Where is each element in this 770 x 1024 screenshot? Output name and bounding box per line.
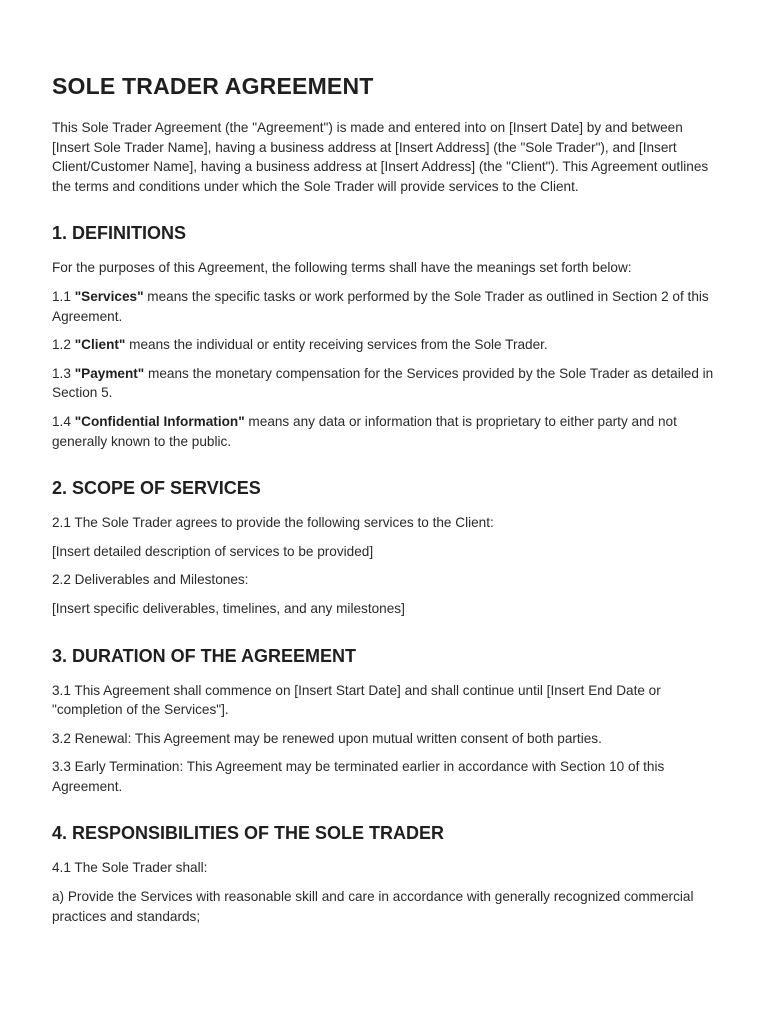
section-heading-duration: 3. DURATION OF THE AGREEMENT (52, 645, 357, 666)
definition-text: means the individual or entity receiving services from the Sole Trader. (125, 337, 548, 353)
definition-term: "Confidential Information" (74, 413, 245, 429)
definition-term: "Payment" (74, 365, 145, 381)
scope-paragraph: [Insert detailed description of services to be provided] (52, 543, 374, 559)
section-heading-responsibilities: 4. RESPONSIBILITIES OF THE SOLE TRADER (52, 823, 445, 844)
intro-paragraph: This Sole Trader Agreement (the "Agreement") is made and entered into on [Insert Date] by and between [Insert Sole Trader Name], having a business address at [Insert Address] (the "Sole Trader"), and [Insert Client/Customer Name], having a business address at [Insert Address] (the "Client"). This Agreement outlines the terms and conditions under which the Sole Trader will provide services to the Client. (52, 120, 709, 194)
scope-paragraph: [Insert specific deliverables, timelines, and any milestones] (52, 600, 405, 616)
definition-number: 1.2 (52, 337, 75, 353)
section-heading-definitions: 1. DEFINITIONS (52, 223, 187, 244)
definition-item (52, 335, 718, 355)
duration-paragraph: 3.2 Renewal: This Agreement may be renewed upon mutual written consent of both parties. (52, 730, 602, 746)
definition-item (52, 287, 718, 326)
definition-term: "Services" (74, 288, 144, 304)
definition-text: means the specific tasks or work performed by the Sole Trader as outlined in Section 2 of this Agreement. (52, 288, 709, 324)
definition-term: "Client" (74, 337, 126, 353)
definition-text: means the monetary compensation for the Services provided by the Sole Trader as detailed in Section 5. (52, 365, 714, 401)
definitions-lead: For the purposes of this Agreement, the following terms shall have the meanings set forth below: (52, 260, 632, 276)
section-heading-scope: 2. SCOPE OF SERVICES (52, 478, 261, 499)
scope-paragraph: 2.2 Deliverables and Milestones: (52, 572, 249, 588)
definition-number: 1.4 (52, 413, 75, 429)
scope-paragraph: 2.1 The Sole Trader agrees to provide the following services to the Client: (52, 515, 494, 531)
document-title: SOLE TRADER AGREEMENT (52, 73, 374, 99)
definition-item (52, 412, 718, 451)
definition-item (52, 364, 718, 403)
responsibilities-paragraph: a) Provide the Services with reasonable skill and care in accordance with generally recognized commercial practices and standards; (52, 889, 694, 924)
definition-number: 1.3 (52, 365, 75, 381)
duration-paragraph: 3.1 This Agreement shall commence on [Insert Start Date] and shall continue until [Insert End Date or "completion of the Services"]. (52, 682, 661, 718)
responsibilities-paragraph: 4.1 The Sole Trader shall: (52, 860, 208, 876)
definition-text: means any data or information that is proprietary to either party and not generally known to the public. (52, 413, 677, 449)
duration-paragraph: 3.3 Early Termination: This Agreement may be terminated earlier in accordance with Section 10 of this Agreement. (52, 759, 665, 794)
definition-number: 1.1 (52, 288, 75, 304)
